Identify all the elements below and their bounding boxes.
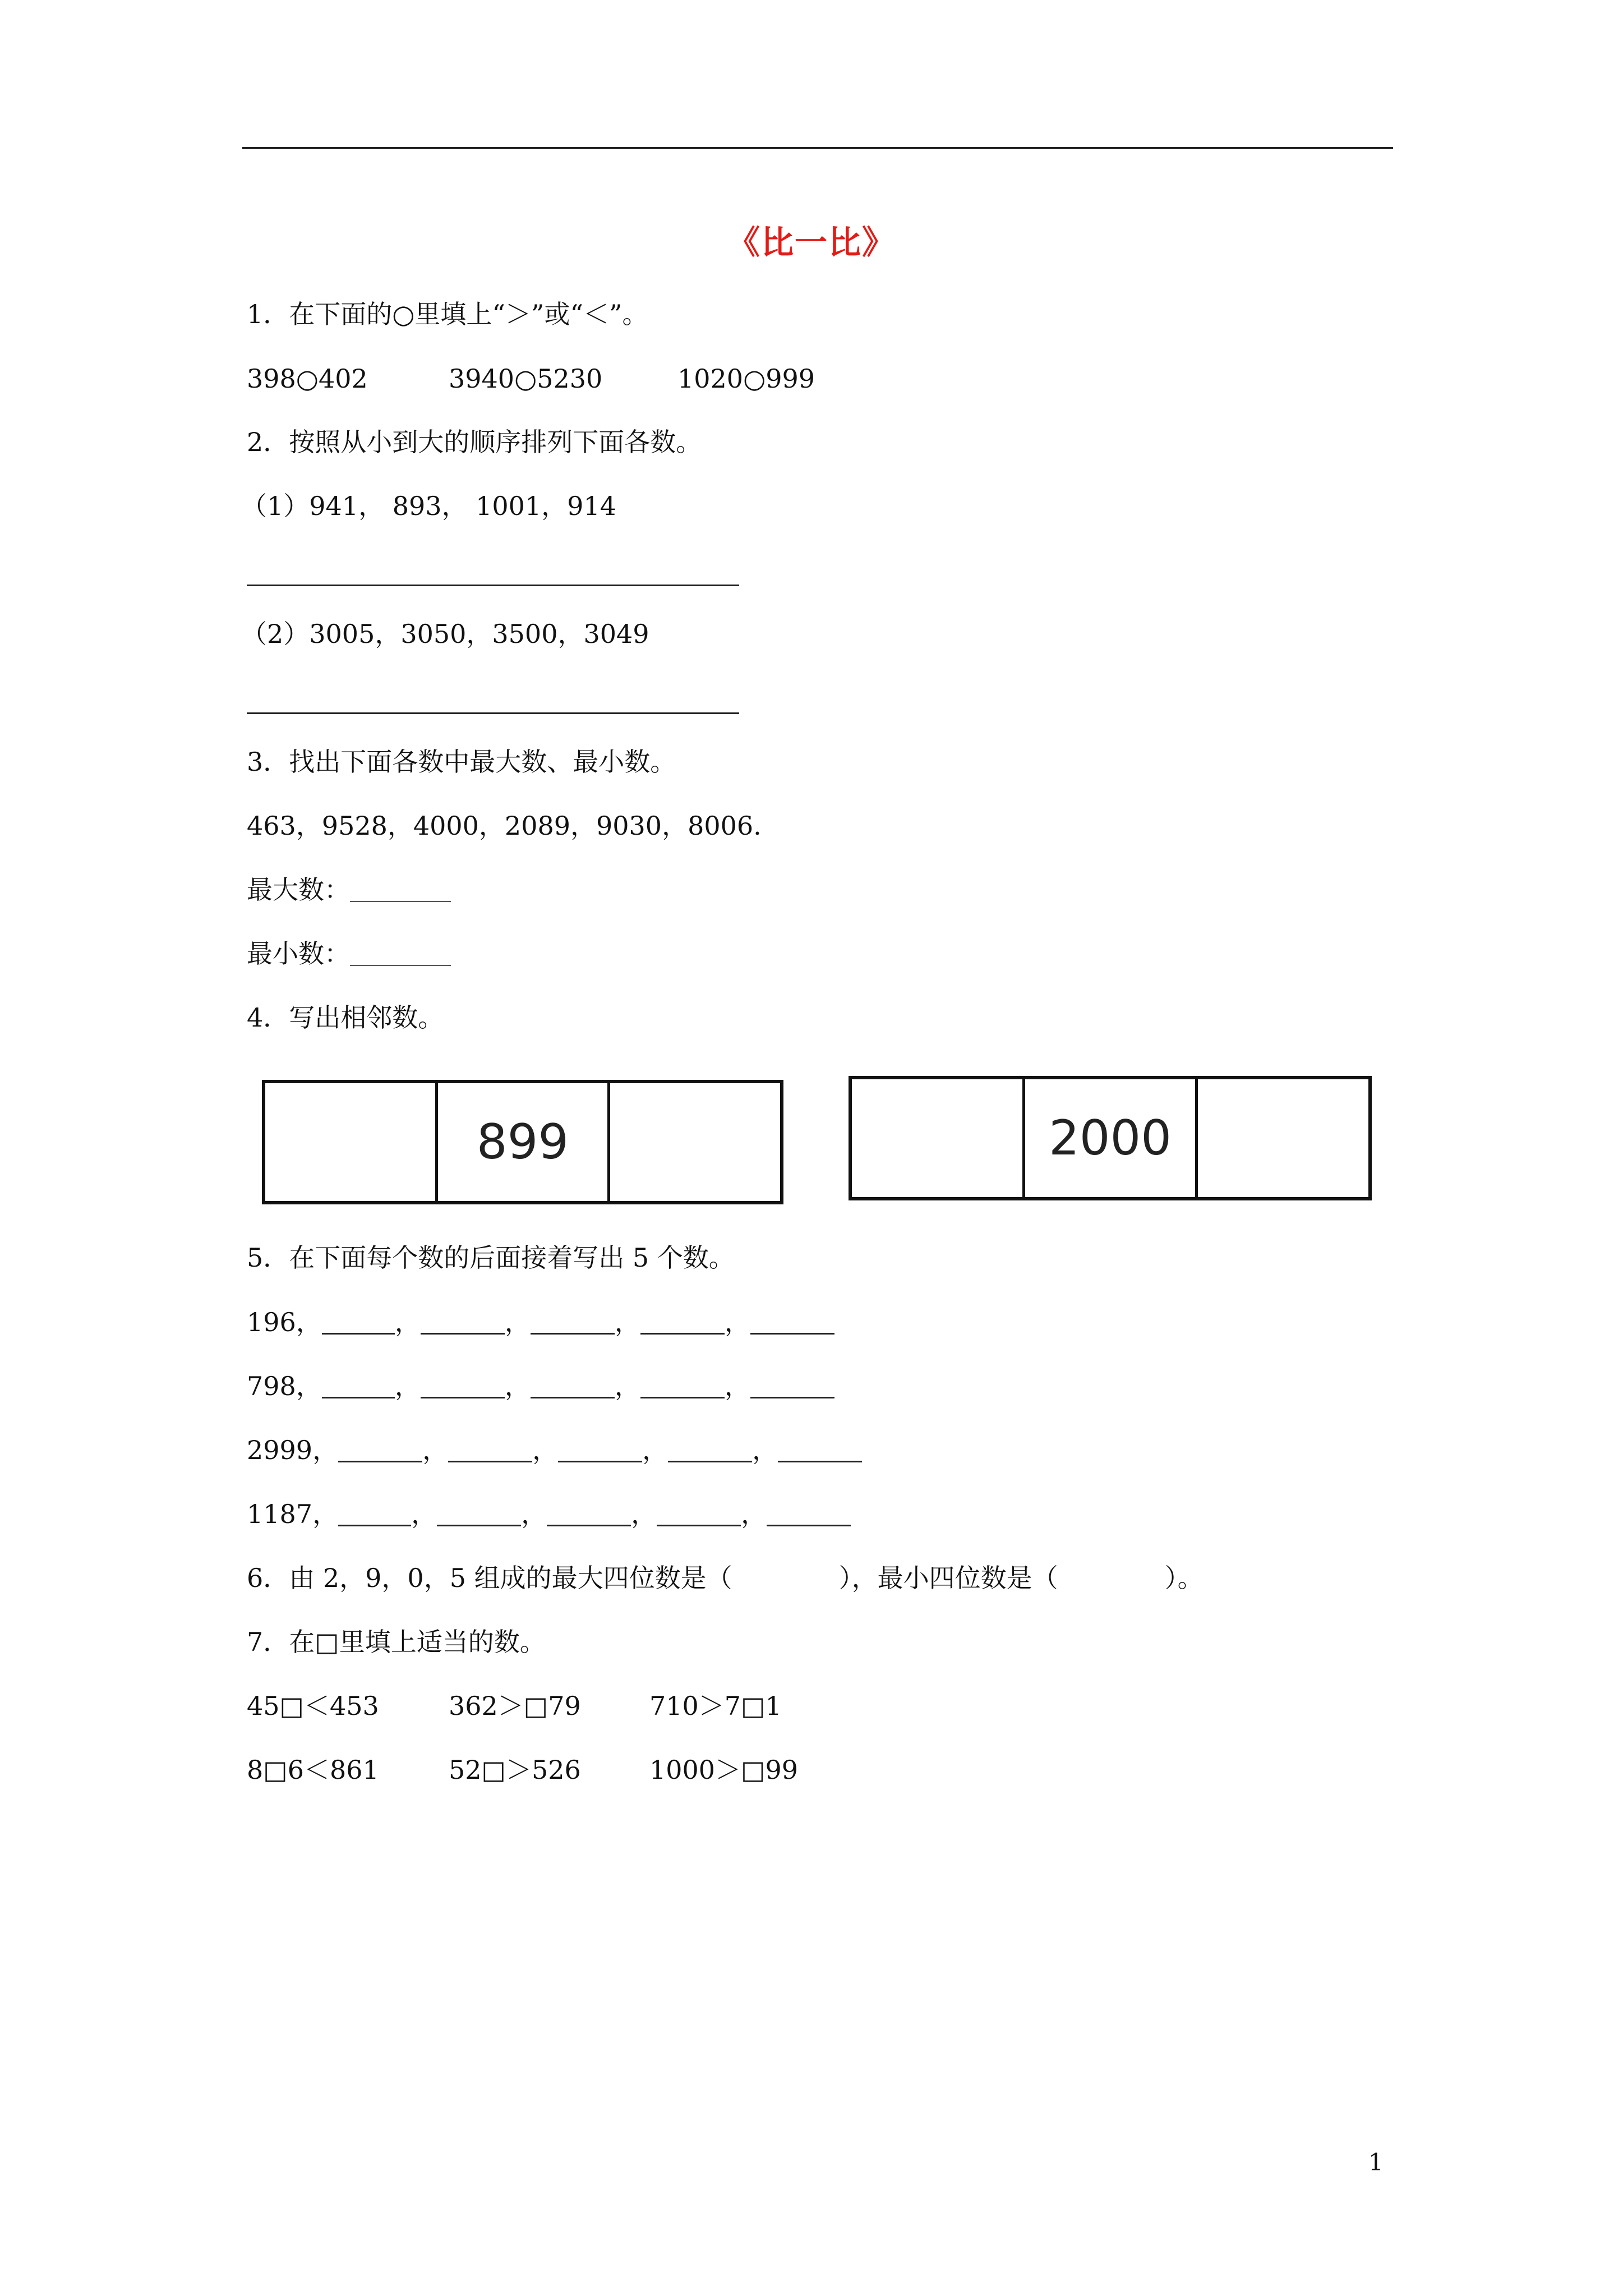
- q4-neighbor-box-1: [262, 1080, 783, 1204]
- q5-blank[interactable]: [322, 1372, 395, 1398]
- q5-sep: ，: [642, 1435, 668, 1465]
- q5-row-1: [247, 1305, 834, 1339]
- q6-text-a: 6．由 2，9，0，5 组成的最大四位数是（: [247, 1563, 732, 1593]
- q3-prompt: 3．找出下面各数中最大数、最小数。: [247, 747, 676, 777]
- q7-row1-item-2: 362＞□79: [449, 1691, 581, 1721]
- q2-prompt: 2．按照从小到大的顺序排列下面各数。: [247, 427, 702, 457]
- q5-start-2: 798，: [247, 1371, 322, 1401]
- q5-sep: ，: [724, 1307, 750, 1337]
- q5-sep: ，: [741, 1499, 767, 1529]
- q4-box1-after-cell[interactable]: [610, 1083, 780, 1201]
- q1-prompt: 1．在下面的○里填上“＞”或“＜”。: [247, 299, 648, 329]
- q7-row2-item-2: 52□＞526: [449, 1755, 581, 1785]
- header-rule: [242, 147, 1393, 149]
- q5-start-3: 2999，: [247, 1435, 339, 1465]
- q4-prompt: 4．写出相邻数。: [247, 1002, 444, 1033]
- q5-sep: ，: [411, 1499, 437, 1529]
- q3-max-row: [247, 873, 451, 907]
- q2-part2: （2）3005，3050，3500，3049: [241, 619, 649, 649]
- q7-row2-item-1: 8□6＜861: [247, 1755, 379, 1785]
- q3-max-blank[interactable]: [350, 876, 451, 902]
- q5-sep: ，: [614, 1307, 640, 1337]
- q5-blank[interactable]: [421, 1308, 505, 1335]
- q3-min-row: [247, 937, 451, 970]
- q5-sep: ，: [614, 1371, 640, 1401]
- q4-neighbor-box-2: [849, 1076, 1372, 1200]
- q4-box1-before-cell[interactable]: [265, 1083, 438, 1201]
- q5-row-3: [247, 1433, 862, 1467]
- q4-box2-after-cell[interactable]: [1198, 1079, 1368, 1197]
- q3-min-label: 最小数：: [247, 938, 350, 969]
- q5-row-4: [247, 1497, 851, 1531]
- q2-part1: （1）941， 893， 1001，914: [241, 491, 616, 521]
- q5-blank[interactable]: [338, 1500, 411, 1526]
- q5-blank[interactable]: [558, 1436, 642, 1462]
- q1-item-2: 3940○5230: [449, 364, 603, 394]
- page-number: 1: [1368, 2148, 1384, 2176]
- q5-blank[interactable]: [338, 1436, 422, 1462]
- q5-start-4: 1187，: [247, 1499, 339, 1529]
- q5-blank[interactable]: [531, 1308, 615, 1335]
- q3-max-label: 最大数：: [247, 875, 350, 905]
- q6-text-b: ），最小四位数是（: [838, 1563, 1058, 1593]
- q5-blank[interactable]: [547, 1500, 631, 1526]
- q5-blank[interactable]: [421, 1372, 505, 1398]
- q2-answer-line-1[interactable]: [247, 585, 739, 586]
- q5-sep: ，: [422, 1435, 449, 1465]
- q5-sep: ，: [631, 1499, 657, 1529]
- page-title: 《比一比》: [727, 223, 896, 261]
- q5-sep: ，: [521, 1499, 547, 1529]
- q5-start-1: 196，: [247, 1307, 322, 1337]
- q5-blank[interactable]: [640, 1372, 725, 1398]
- q5-prompt: 5．在下面每个数的后面接着写出 5 个数。: [247, 1243, 735, 1273]
- q5-blank[interactable]: [322, 1308, 395, 1335]
- q4-box2-number: 2000: [1025, 1079, 1198, 1197]
- q6-row: [247, 1561, 1204, 1595]
- q3-numbers: 463，9528，4000，2089，9030，8006.: [247, 811, 762, 841]
- q5-sep: ，: [504, 1307, 531, 1337]
- q5-blank[interactable]: [668, 1436, 752, 1462]
- q5-blank[interactable]: [767, 1500, 851, 1526]
- q5-blank[interactable]: [778, 1436, 862, 1462]
- q3-min-blank[interactable]: [350, 940, 451, 966]
- q6-text-c: ）。: [1164, 1563, 1204, 1593]
- q7-row1-item-3: 710＞7□1: [649, 1691, 782, 1721]
- q5-sep: ，: [394, 1371, 421, 1401]
- q5-blank[interactable]: [750, 1372, 834, 1398]
- q5-blank[interactable]: [448, 1436, 532, 1462]
- q7-row1-item-1: 45□＜453: [247, 1691, 379, 1721]
- q5-blank[interactable]: [531, 1372, 615, 1398]
- q2-answer-line-2[interactable]: [247, 712, 739, 714]
- q5-blank[interactable]: [640, 1308, 725, 1335]
- q5-sep: ，: [724, 1371, 750, 1401]
- q5-row-2: [247, 1369, 834, 1403]
- q5-sep: ，: [752, 1435, 778, 1465]
- q7-prompt: 7．在□里填上适当的数。: [247, 1627, 546, 1657]
- q4-box2-before-cell[interactable]: [852, 1079, 1025, 1197]
- q5-blank[interactable]: [750, 1308, 834, 1335]
- q5-sep: ，: [394, 1307, 421, 1337]
- q5-blank[interactable]: [657, 1500, 741, 1526]
- q4-box1-number: 899: [438, 1083, 611, 1201]
- q5-sep: ，: [532, 1435, 559, 1465]
- q5-sep: ，: [504, 1371, 531, 1401]
- q1-item-3: 1020○999: [677, 364, 815, 394]
- q1-item-1: 398○402: [247, 364, 368, 394]
- q7-row2-item-3: 1000＞□99: [649, 1755, 799, 1785]
- q5-blank[interactable]: [437, 1500, 521, 1526]
